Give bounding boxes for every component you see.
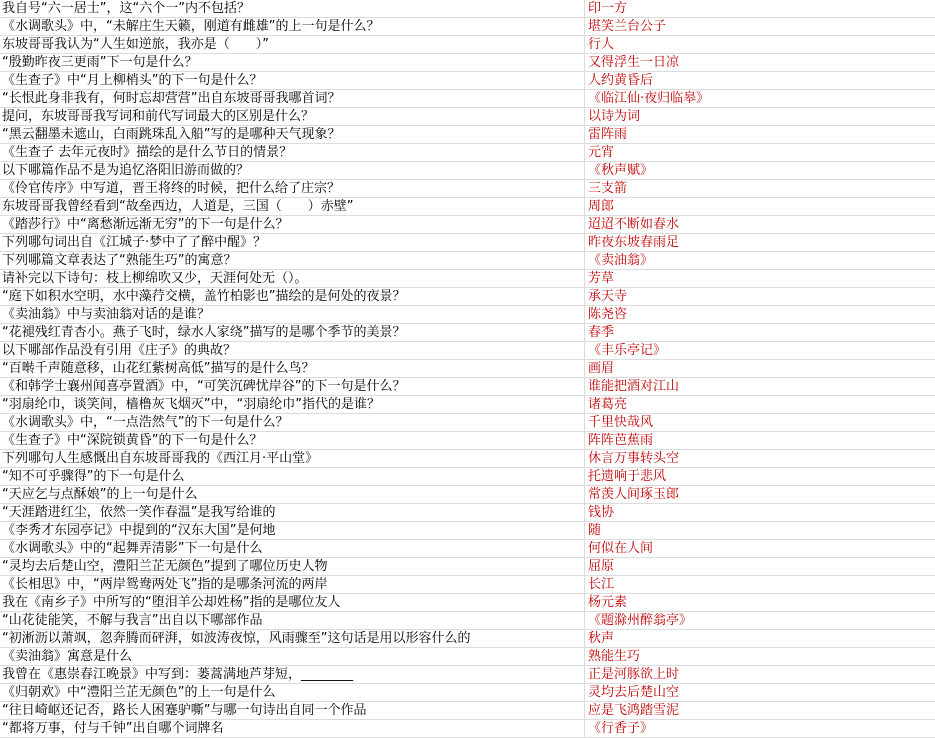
question-cell[interactable]: 以下哪篇作品不是为追忆洛阳旧游而做的？ xyxy=(0,162,585,179)
table-row xyxy=(0,18,935,36)
answer-cell[interactable]: 灵均去后楚山空 xyxy=(588,685,680,700)
table-row xyxy=(0,54,935,72)
table-row xyxy=(0,162,935,180)
answer-cell[interactable]: 承天寺 xyxy=(588,289,628,304)
answer-cell[interactable]: 行人 xyxy=(588,37,615,52)
table-row xyxy=(0,252,935,270)
answer-cell[interactable]: 三支箭 xyxy=(588,181,628,196)
table-row xyxy=(0,108,935,126)
answer-cell[interactable]: 千里快哉风 xyxy=(588,415,654,430)
question-cell[interactable]: 东坡哥哥我认为“人生如逆旅，我亦是（ ）” xyxy=(0,36,585,53)
table-row xyxy=(0,432,935,450)
answer-cell[interactable]: 人约黄昏后 xyxy=(588,73,654,88)
answer-cell[interactable]: 元宵 xyxy=(588,145,615,160)
question-cell[interactable]: “花褪残红青杏小。燕子飞时，绿水人家绕”描写的是哪个季节的美景？ xyxy=(0,324,585,341)
table-row xyxy=(0,486,935,504)
question-cell[interactable]: 《生查子》中“深院锁黄昏”的下一句是什么？ xyxy=(0,432,585,449)
question-cell[interactable]: “殷勤昨夜三更雨”下一句是什么？ xyxy=(0,54,585,71)
table-row xyxy=(0,342,935,360)
table-row xyxy=(0,468,935,486)
table-row xyxy=(0,90,935,108)
answer-cell[interactable]: 长江 xyxy=(588,577,615,592)
table-row xyxy=(0,396,935,414)
question-cell[interactable]: 《踏莎行》中“离愁渐远渐无穷”的下一句是什么？ xyxy=(0,216,585,233)
answer-cell[interactable]: 昨夜东坡春雨足 xyxy=(588,235,680,250)
table-row xyxy=(0,324,935,342)
question-cell[interactable]: “往日崎岖还记否，路长人困蹇驴嘶”与哪一句诗出自同一个作品 xyxy=(0,702,585,719)
question-cell[interactable]: 我自号“六一居士”，这“六个一”内不包括？ xyxy=(0,0,585,17)
answer-cell[interactable]: 杨元素 xyxy=(588,595,628,610)
table-row xyxy=(0,378,935,396)
question-cell[interactable]: 《水调歌头》中，“未解庄生天籁，刚道有雌雄”的上一句是什么？ xyxy=(0,18,585,35)
table-row xyxy=(0,648,935,666)
answer-cell[interactable]: 何似在人间 xyxy=(588,541,654,556)
question-cell[interactable]: “山花徒能笑，不解与我言”出自以下哪部作品 xyxy=(0,612,585,629)
answer-cell[interactable]: 春季 xyxy=(588,325,615,340)
answer-cell[interactable]: 陈尧咨 xyxy=(588,307,628,322)
answer-cell[interactable]: 《行香子》 xyxy=(588,721,654,736)
answer-cell[interactable]: 《秋声赋》 xyxy=(588,163,654,178)
table-row xyxy=(0,630,935,648)
table-row xyxy=(0,576,935,594)
answer-cell[interactable]: 应是飞鸿踏雪泥 xyxy=(588,703,680,718)
question-cell[interactable]: 《李秀才东园亭记》中提到的“汉东大国”是何地 xyxy=(0,522,585,539)
answer-cell[interactable]: 堪笑兰台公子 xyxy=(588,19,667,34)
answer-cell[interactable]: 随 xyxy=(588,523,602,538)
table-row xyxy=(0,306,935,324)
table-row xyxy=(0,126,935,144)
answer-cell[interactable]: 又得浮生一日凉 xyxy=(588,55,680,70)
answer-cell[interactable]: 《丰乐亭记》 xyxy=(588,343,667,358)
answer-cell[interactable]: 以诗为词 xyxy=(588,109,641,124)
table-row xyxy=(0,144,935,162)
question-cell[interactable]: 《生查子》中“月上柳梢头”的下一句是什么？ xyxy=(0,72,585,89)
table-row xyxy=(0,666,935,684)
table-row xyxy=(0,216,935,234)
answer-cell[interactable]: 迢迢不断如春水 xyxy=(588,217,680,232)
answer-cell[interactable]: 托遗响于悲风 xyxy=(588,469,667,484)
question-cell[interactable]: “天涯踏进红尘，依然一笑作春温”是我写给谁的 xyxy=(0,504,585,521)
question-cell[interactable]: “长恨此身非我有，何时忘却营营”出自东坡哥哥我哪首词？ xyxy=(0,90,585,107)
table-row xyxy=(0,270,935,288)
question-cell[interactable]: 以下哪部作品没有引用《庄子》的典故？ xyxy=(0,342,585,359)
question-cell[interactable]: 《水调歌头》中，“一点浩然气”的下一句是什么？ xyxy=(0,414,585,431)
table-row xyxy=(0,36,935,54)
table-row xyxy=(0,234,935,252)
question-cell[interactable]: 请补完以下诗句：枝上柳绵吹又少，天涯何处无（）。 xyxy=(0,270,585,287)
question-cell[interactable]: “羽扇纶巾，谈笑间，樯橹灰飞烟灭”中，“羽扇纶巾”指代的是谁？ xyxy=(0,396,585,413)
table-row xyxy=(0,720,935,738)
answer-cell[interactable]: 休言万事转头空 xyxy=(588,451,680,466)
question-cell[interactable]: 《伶官传序》中写道，晋王将终的时候，把什么给了庄宗？ xyxy=(0,180,585,197)
question-cell[interactable]: 我曾在《惠崇春江晚景》中写到：蒌蒿满地芦芽短，________ xyxy=(0,666,585,683)
table-row xyxy=(0,414,935,432)
question-cell[interactable]: 《卖油翁》中与卖油翁对话的是谁？ xyxy=(0,306,585,323)
question-cell[interactable]: 《水调歌头》中的“起舞弄清影”下一句是什么 xyxy=(0,540,585,557)
question-cell[interactable]: “百啭千声随意移，山花红紫树高低”描写的是什么鸟？ xyxy=(0,360,585,377)
answer-cell[interactable]: 秋声 xyxy=(588,631,615,646)
table-row xyxy=(0,684,935,702)
question-cell[interactable]: “黑云翻墨未遮山，白雨跳珠乱入船”写的是哪种天气现象？ xyxy=(0,126,585,143)
answer-cell[interactable]: 诸葛亮 xyxy=(588,397,628,412)
answer-cell[interactable]: 芳草 xyxy=(588,271,615,286)
answer-cell[interactable]: 印一方 xyxy=(588,1,628,16)
answer-cell[interactable]: 画眉 xyxy=(588,361,615,376)
table-row xyxy=(0,522,935,540)
question-cell[interactable]: 下列哪句词出自《江城子·梦中了了醉中醒》？ xyxy=(0,234,585,251)
question-cell[interactable]: “灵均去后楚山空，澧阳兰芷无颜色”提到了哪位历史人物 xyxy=(0,558,585,575)
question-cell[interactable]: “庭下如积水空明，水中藻荇交横，盖竹柏影也”描绘的是何处的夜景？ xyxy=(0,288,585,305)
table-row xyxy=(0,450,935,468)
question-cell[interactable]: 《卖油翁》寓意是什么 xyxy=(0,648,585,665)
table-row xyxy=(0,702,935,720)
question-cell[interactable]: “初淅沥以萧飒，忽奔腾而砰湃，如波涛夜惊，风雨骤至”这句话是用以形容什么的 xyxy=(0,630,585,647)
question-cell[interactable]: “都将万事，付与千钟”出自哪个词牌名 xyxy=(0,720,585,737)
table-row xyxy=(0,594,935,612)
answer-cell[interactable]: 常羡人间琢玉郎 xyxy=(588,487,680,502)
question-cell[interactable]: 提问，东坡哥哥我写词和前代写词最大的区别是什么？ xyxy=(0,108,585,125)
question-cell[interactable]: 下列哪篇文章表达了“熟能生巧”的寓意？ xyxy=(0,252,585,269)
table-row xyxy=(0,198,935,216)
table-row xyxy=(0,180,935,198)
table-row xyxy=(0,0,935,18)
question-cell[interactable]: 下列哪句人生感慨出自东坡哥哥我的《西江月·平山堂》 xyxy=(0,450,585,467)
answer-cell[interactable]: 钱协 xyxy=(588,505,615,520)
question-cell[interactable]: 《长相思》中，“两岸鸳鸯两处飞”指的是哪条河流的两岸 xyxy=(0,576,585,593)
answer-cell[interactable]: 《卖油翁》 xyxy=(588,253,654,268)
question-cell[interactable]: 《和韩学士襄州闻喜亭置酒》中，“可笑沉碑忧岸谷”的下一句是什么？ xyxy=(0,378,585,395)
question-cell[interactable]: 东坡哥哥我曾经看到“故垒西边，人道是，三国（ ）赤壁” xyxy=(0,198,585,215)
answer-cell[interactable]: 《题滁州醉翁亭》 xyxy=(588,613,693,628)
table-row xyxy=(0,540,935,558)
answer-cell[interactable]: 谁能把酒对江山 xyxy=(588,379,680,394)
answer-cell[interactable]: 正是河豚欲上时 xyxy=(588,667,680,682)
question-cell[interactable]: 《归朝欢》中“澧阳兰芷无颜色”的上一句是什么 xyxy=(0,684,585,701)
question-cell[interactable]: 我在《南乡子》中所写的“堕泪羊公却姓杨”指的是哪位友人 xyxy=(0,594,585,611)
answer-cell[interactable]: 阵阵芭蕉雨 xyxy=(588,433,654,448)
question-cell[interactable]: “天应乞与点酥娘”的上一句是什么 xyxy=(0,486,585,503)
question-cell[interactable]: 《生查子 去年元夜时》描绘的是什么节日的情景？ xyxy=(0,144,585,161)
answer-cell[interactable]: 雷阵雨 xyxy=(588,127,628,142)
answer-cell[interactable]: 周郎 xyxy=(588,199,615,214)
table-row xyxy=(0,504,935,522)
answer-cell[interactable]: 《临江仙·夜归临皋》 xyxy=(588,91,710,106)
table-row xyxy=(0,558,935,576)
table-row xyxy=(0,612,935,630)
table-row xyxy=(0,288,935,306)
question-cell[interactable]: “知不可乎骤得”的下一句是什么 xyxy=(0,468,585,485)
answer-cell[interactable]: 熟能生巧 xyxy=(588,649,641,664)
answer-cell[interactable]: 屈原 xyxy=(588,559,615,574)
table-row xyxy=(0,360,935,378)
table-row xyxy=(0,72,935,90)
